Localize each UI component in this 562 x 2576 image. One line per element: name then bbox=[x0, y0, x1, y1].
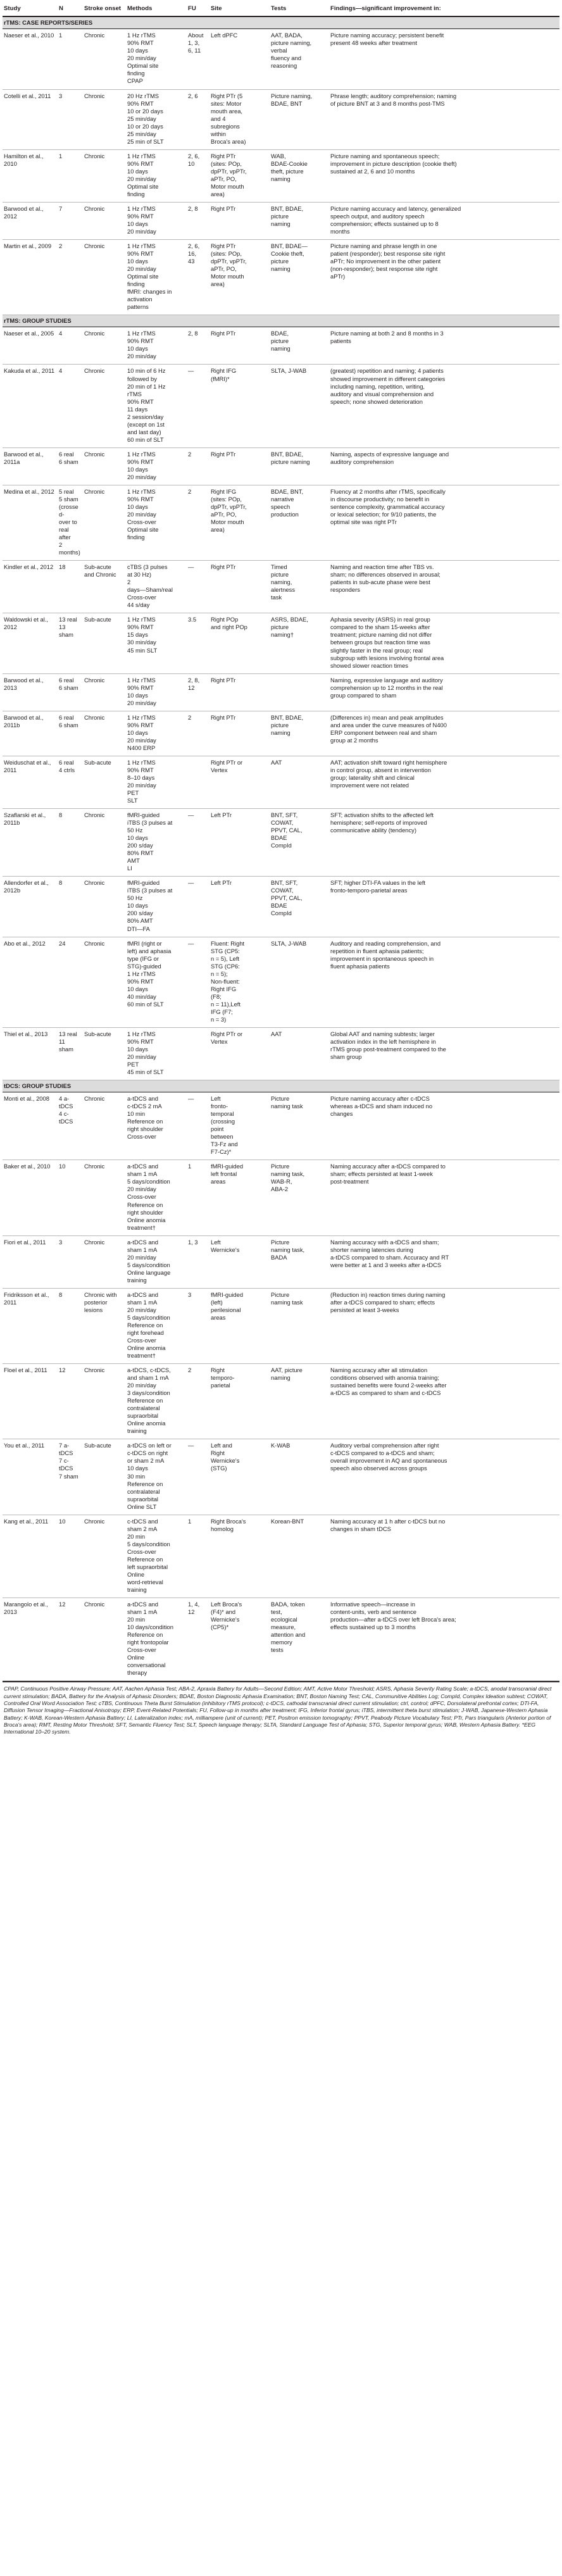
column-header-study: Study bbox=[3, 3, 58, 16]
table-row bbox=[3, 613, 559, 673]
cell-findings: AAT; activation shift toward right hemisphere in control group, absent in intervention group; laterality shift and clinical improvement were not related bbox=[329, 756, 559, 808]
cell-stroke-onset: Chronic bbox=[83, 1364, 126, 1439]
table-body bbox=[3, 16, 559, 1681]
cell-site: Right PTr bbox=[209, 447, 270, 485]
cell-site: Left PTr bbox=[209, 877, 270, 937]
cell-tests: ASRS, BDAE, picture naming† bbox=[270, 613, 329, 673]
table-row bbox=[3, 327, 559, 365]
cell-site: Left fronto- temporal (crossing point between T3-Fz and F7-Cz)* bbox=[209, 1092, 270, 1160]
section-header-row bbox=[3, 16, 559, 29]
cell-tests: Timed picture naming, alertness task bbox=[270, 561, 329, 613]
cell-methods: 1 Hz rTMS 90% RMT 10 days 20 min/day Optimal site finding bbox=[126, 149, 187, 202]
cell-study: Hamilton et al., 2010 bbox=[3, 149, 58, 202]
cell-site: Right PTr bbox=[209, 711, 270, 756]
cell-study: Kang et al., 2011 bbox=[3, 1515, 58, 1597]
cell-fu: — bbox=[187, 937, 209, 1027]
studies-table bbox=[3, 3, 559, 1681]
cell-findings: Naming accuracy after a-tDCS compared to sham; effects persisted at least 1-week post-treatment bbox=[329, 1160, 559, 1235]
cell-study: Cotelli et al., 2011 bbox=[3, 89, 58, 149]
section-header-row bbox=[3, 1080, 559, 1092]
cell-stroke-onset: Chronic bbox=[83, 1597, 126, 1680]
table-row bbox=[3, 89, 559, 149]
cell-n: 12 bbox=[58, 1597, 83, 1680]
cell-n: 12 bbox=[58, 1364, 83, 1439]
cell-tests: BADA, token test, ecological measure, attention and memory tests bbox=[270, 1597, 329, 1680]
table-row bbox=[3, 809, 559, 877]
column-header-methods: Methods bbox=[126, 3, 187, 16]
cell-stroke-onset: Chronic bbox=[83, 711, 126, 756]
cell-methods: a-tDCS and sham 1 mA 20 min/day 5 days/condition Reference on right forehead Cross-over Online anomia treatment† bbox=[126, 1288, 187, 1363]
cell-fu: 2, 8, 12 bbox=[187, 673, 209, 711]
cell-site: Right Broca's homolog bbox=[209, 1515, 270, 1597]
cell-study: Martin et al., 2009 bbox=[3, 240, 58, 315]
cell-findings: Fluency at 2 months after rTMS, specifically in discourse productivity; no benefit in sentence complexity, grammatical accuracy or lexical selection; for 9/10 patients, the optimal site was right PTr bbox=[329, 485, 559, 560]
cell-site: Left Wernicke's bbox=[209, 1235, 270, 1288]
cell-fu bbox=[187, 1027, 209, 1080]
cell-n: 8 bbox=[58, 877, 83, 937]
table-row bbox=[3, 29, 559, 89]
cell-findings: Naming accuracy with a-tDCS and sham; shorter naming latencies during a-tDCS compared to sham. Accuracy and RT were better at 1 and 3 weeks after a-tDCS bbox=[329, 1235, 559, 1288]
cell-fu: 2, 6, 16, 43 bbox=[187, 240, 209, 315]
cell-fu: 3 bbox=[187, 1288, 209, 1363]
cell-fu: 2 bbox=[187, 447, 209, 485]
cell-study: Floel et al., 2011 bbox=[3, 1364, 58, 1439]
cell-n: 3 bbox=[58, 1235, 83, 1288]
document-table-wrapper bbox=[3, 0, 559, 1739]
cell-n: 10 bbox=[58, 1515, 83, 1597]
cell-fu: — bbox=[187, 561, 209, 613]
cell-tests: BNT, SFT, COWAT, PPVT, CAL, BDAE CompId bbox=[270, 809, 329, 877]
cell-findings: Picture naming accuracy and latency, generalized speech output, and auditory speech comprehension; effects sustained up to 8 months bbox=[329, 202, 559, 239]
cell-findings: (Differences in) mean and peak amplitudes and area under the curve measures of N400 ERP component between real and sham group at 2 months bbox=[329, 711, 559, 756]
cell-stroke-onset: Chronic bbox=[83, 1092, 126, 1160]
cell-n: 7 bbox=[58, 202, 83, 239]
cell-site: Right IFG (fMRI)* bbox=[209, 365, 270, 447]
cell-study: Waldowski et al., 2012 bbox=[3, 613, 58, 673]
table-row bbox=[3, 365, 559, 447]
cell-methods: 1 Hz rTMS 90% RMT 10 days 20 min/day Optimal site finding CPAP bbox=[126, 29, 187, 89]
cell-n: 4 bbox=[58, 327, 83, 365]
table-row bbox=[3, 202, 559, 239]
cell-n: 18 bbox=[58, 561, 83, 613]
cell-fu: — bbox=[187, 809, 209, 877]
cell-site: Left and Right Wernicke's (STG) bbox=[209, 1439, 270, 1515]
cell-study: Fridriksson et al., 2011 bbox=[3, 1288, 58, 1363]
table-footnote: CPAP, Continuous Positive Airway Pressure; AAT, Aachen Aphasia Test; ABA-2, Apraxia Battery for Adults—Second Edition; AMT, Active Motor Threshold; ASRS, Aphasia Severity Rating Scale; a-tDCS, anodal transcranial direct current stimulation; BADA, Battery for the Analysis of Aphasic Disorders; BDAE, Boston Diagnostic Aphasia Examination; BNT, Boston Naming Test; CAL, Communitive Abilities Log; CompId, Complex Ideation subtest; COWAT, Controlled Oral Word Association Test; cTBS, Continuous Theta Burst Stimulation (inhibitory rTMS protocol); c-tDCS, cathodal transcranial direct current stimulation; ctrl, control; dPFC, Dorsolateral prefrontal cortex; DTI-FA, Diffusion Tensor Imaging—Fractional Anisotropy; ERP, Event-Related Potentials; FU, Follow-up in months after treatment; IFG, Inferior frontal gyrus; iTBS, intermittent theta burst stimulation; J-WAB, Japanese-Western Aphasia Battery; K-WAB, Korean-Western Aphasia Battery; LI, Lateralization index; mA, milliampere (unit of current); PET, Positron emission tomography; PPVT, Peabody Picture Vocabulary Test; PTr, Pars triangularis (Anterior portion of Broca's area); RMT, Resting Motor Threshold; SFT, Semantic Fluency Test; SLT, Speech language therapy; SLTA, Standard Language Test of Aphasia; STG, Superior temporal gyrus; WAB, Western Aphasia Battery. *EEG International 10–20 system. bbox=[3, 1681, 559, 1738]
cell-tests bbox=[270, 673, 329, 711]
table-row bbox=[3, 1027, 559, 1080]
table-row bbox=[3, 561, 559, 613]
cell-site: Right PTr bbox=[209, 327, 270, 365]
cell-stroke-onset: Sub-acute bbox=[83, 1439, 126, 1515]
cell-tests: AAT bbox=[270, 1027, 329, 1080]
cell-study: Barwood et al., 2011a bbox=[3, 447, 58, 485]
cell-n: 6 real 6 sham bbox=[58, 447, 83, 485]
cell-methods: a-tDCS and c-tDCS 2 mA 10 min Reference on right shoulder Cross-over bbox=[126, 1092, 187, 1160]
cell-n: 13 real 11 sham bbox=[58, 1027, 83, 1080]
cell-findings: Naming and reaction time after TBS vs. sham; no differences observed in arousal; patients in sub-acute phase were best responders bbox=[329, 561, 559, 613]
cell-study: Kindler et al., 2012 bbox=[3, 561, 58, 613]
table-row bbox=[3, 1515, 559, 1597]
cell-study: Naeser et al., 2010 bbox=[3, 29, 58, 89]
cell-findings: (greatest) repetition and naming; 4 patients showed improvement in different categories including naming, repetition, writing, auditory and visual comprehension and speech; none showed deterioration bbox=[329, 365, 559, 447]
cell-study: Marangolo et al., 2013 bbox=[3, 1597, 58, 1680]
cell-site: Right POp and right POp bbox=[209, 613, 270, 673]
cell-stroke-onset: Chronic bbox=[83, 29, 126, 89]
cell-tests: BDAE, picture naming bbox=[270, 327, 329, 365]
cell-tests: SLTA, J-WAB bbox=[270, 365, 329, 447]
cell-fu: 2 bbox=[187, 485, 209, 560]
cell-methods: 1 Hz rTMS 90% RMT 10 days 20 min/day bbox=[126, 327, 187, 365]
cell-fu: 2 bbox=[187, 711, 209, 756]
cell-findings: Naming accuracy at 1 h after c-tDCS but no changes in sham tDCS bbox=[329, 1515, 559, 1597]
cell-stroke-onset: Chronic bbox=[83, 89, 126, 149]
cell-findings: Informative speech—increase in content-units, verb and sentence production—after a-tDCS over left Broca's area; effects sustained up to 3 months bbox=[329, 1597, 559, 1680]
cell-tests: BNT, SFT, COWAT, PPVT, CAL, BDAE CompId bbox=[270, 877, 329, 937]
cell-study: Abo et al., 2012 bbox=[3, 937, 58, 1027]
cell-study: Weiduschat et al., 2011 bbox=[3, 756, 58, 808]
cell-findings: Naming accuracy after all stimulation conditions observed with anomia training; sustained benefits were found 2-weeks after a-tDCS as compared to sham and c-tDCS bbox=[329, 1364, 559, 1439]
section-title: rTMS: CASE REPORTS/SERIES bbox=[3, 16, 559, 29]
cell-methods: 1 Hz rTMS 90% RMT 10 days 20 min/day bbox=[126, 447, 187, 485]
cell-tests: Korean-BNT bbox=[270, 1515, 329, 1597]
section-title: tDCS: GROUP STUDIES bbox=[3, 1080, 559, 1092]
cell-methods: a-tDCS and sham 1 mA 5 days/condition 20 min/day Cross-over Reference on right shoulder Online anomia treatment† bbox=[126, 1160, 187, 1235]
cell-tests: BNT, BDAE, picture naming bbox=[270, 447, 329, 485]
cell-fu: 2, 8 bbox=[187, 202, 209, 239]
cell-n: 2 bbox=[58, 240, 83, 315]
cell-study: Baker et al., 2010 bbox=[3, 1160, 58, 1235]
cell-tests: WAB, BDAE-Cookie theft, picture naming bbox=[270, 149, 329, 202]
cell-site: Right IFG (sites: POp, dpPTr, vpPTr, aPTr, PO, Motor mouth area) bbox=[209, 485, 270, 560]
cell-study: Monti et al., 2008 bbox=[3, 1092, 58, 1160]
cell-site: Fluent: Right STG (CP5: n = 5), Left STG (CP6: n = 5); Non-fluent: Right IFG (F8; n = 11),Left IFG (F7; n = 3) bbox=[209, 937, 270, 1027]
table-row bbox=[3, 149, 559, 202]
cell-fu: 1 bbox=[187, 1160, 209, 1235]
cell-study: Thiel et al., 2013 bbox=[3, 1027, 58, 1080]
cell-stroke-onset: Chronic bbox=[83, 1515, 126, 1597]
section-header-row bbox=[3, 315, 559, 327]
cell-tests: SLTA, J-WAB bbox=[270, 937, 329, 1027]
cell-findings: Picture naming and spontaneous speech; improvement in picture description (cookie theft) sustained at 2, 6 and 10 months bbox=[329, 149, 559, 202]
cell-fu: 1 bbox=[187, 1515, 209, 1597]
column-header-n: N bbox=[58, 3, 83, 16]
cell-fu: 2 bbox=[187, 1364, 209, 1439]
cell-methods: 10 min of 6 Hz followed by 20 min of 1 Hz rTMS 90% RMT 11 days 2 session/day (except on 1st and last day) 60 min of SLT bbox=[126, 365, 187, 447]
cell-findings: Picture naming accuracy; persistent benefit present 48 weeks after treatment bbox=[329, 29, 559, 89]
cell-methods: fMRI-guided iTBS (3 pulses at 50 Hz 10 days 200 s/day 80% AMT DTI—FA bbox=[126, 877, 187, 937]
column-header-tests: Tests bbox=[270, 3, 329, 16]
cell-study: Kakuda et al., 2011 bbox=[3, 365, 58, 447]
cell-tests: AAT bbox=[270, 756, 329, 808]
cell-methods: cTBS (3 pulses at 30 Hz) 2 days—Sham/real Cross-over 44 s/day bbox=[126, 561, 187, 613]
cell-stroke-onset: Sub-acute bbox=[83, 1027, 126, 1080]
cell-fu: About 1, 3, 6, 11 bbox=[187, 29, 209, 89]
cell-site: Right PTr (sites: POp, dpPTr, vpPTr, aPTr, PO, Motor mouth area) bbox=[209, 149, 270, 202]
cell-fu: — bbox=[187, 365, 209, 447]
cell-stroke-onset: Chronic bbox=[83, 1160, 126, 1235]
cell-site: fMRI-guided left frontal areas bbox=[209, 1160, 270, 1235]
cell-methods: fMRI-guided iTBS (3 pulses at 50 Hz 10 days 200 s/day 80% RMT AMT LI bbox=[126, 809, 187, 877]
column-header-fu: FU bbox=[187, 3, 209, 16]
table-row bbox=[3, 447, 559, 485]
cell-site: Left Broca's (F4)* and Wernicke's (CP5)* bbox=[209, 1597, 270, 1680]
cell-fu: — bbox=[187, 1092, 209, 1160]
table-row bbox=[3, 1597, 559, 1680]
table-row bbox=[3, 1160, 559, 1235]
cell-n: 1 bbox=[58, 149, 83, 202]
cell-methods: a-tDCS, c-tDCS, and sham 1 mA 20 min/day 3 days/condition Reference on contralateral supraorbital Online anomia training bbox=[126, 1364, 187, 1439]
cell-tests: BDAE, BNT, narrative speech production bbox=[270, 485, 329, 560]
cell-n: 8 bbox=[58, 809, 83, 877]
cell-findings: Global AAT and naming subtests; larger activation index in the left hemisphere in rTMS group post-treatment compared to the sham group bbox=[329, 1027, 559, 1080]
cell-methods: a-tDCS and sham 1 mA 20 min/day 5 days/condition Online language training bbox=[126, 1235, 187, 1288]
cell-site: fMRI-guided (left) perilesional areas bbox=[209, 1288, 270, 1363]
cell-findings: SFT; activation shifts to the affected left hemisphere; self-reports of improved communicative ability (tendency) bbox=[329, 809, 559, 877]
cell-stroke-onset: Chronic bbox=[83, 149, 126, 202]
cell-findings: SFT; higher DTI-FA values in the left fronto-temporo-parietal areas bbox=[329, 877, 559, 937]
cell-tests: Picture naming task, WAB-R, ABA-2 bbox=[270, 1160, 329, 1235]
cell-n: 13 real 13 sham bbox=[58, 613, 83, 673]
column-header-stroke-onset: Stroke onset bbox=[83, 3, 126, 16]
cell-study: Barwood et al., 2013 bbox=[3, 673, 58, 711]
table-row bbox=[3, 937, 559, 1027]
cell-site: Right temporo- parietal bbox=[209, 1364, 270, 1439]
cell-methods: 1 Hz rTMS 90% RMT 10 days 20 min/day N400 ERP bbox=[126, 711, 187, 756]
cell-findings: (Reduction in) reaction times during naming after a-tDCS compared to sham; effects persisted at least 3-weeks bbox=[329, 1288, 559, 1363]
cell-findings: Picture naming accuracy after c-tDCS whereas a-tDCS and sham induced no changes bbox=[329, 1092, 559, 1160]
cell-methods: a-tDCS and sham 1 mA 20 min 10 days/condition Reference on right frontopolar Cross-over Online conversational therapy bbox=[126, 1597, 187, 1680]
cell-fu: 2, 6 bbox=[187, 89, 209, 149]
cell-findings: Naming, aspects of expressive language and auditory comprehension bbox=[329, 447, 559, 485]
cell-methods: c-tDCS and sham 2 mA 20 min 5 days/condition Cross-over Reference on left supraorbital Online word-retrieval training bbox=[126, 1515, 187, 1597]
cell-fu: 1, 4, 12 bbox=[187, 1597, 209, 1680]
column-header-site: Site bbox=[209, 3, 270, 16]
cell-fu: 2, 6, 10 bbox=[187, 149, 209, 202]
table-row bbox=[3, 485, 559, 560]
cell-fu: 1, 3 bbox=[187, 1235, 209, 1288]
cell-stroke-onset: Chronic bbox=[83, 809, 126, 877]
cell-n: 1 bbox=[58, 29, 83, 89]
cell-tests: AAT, BADA, picture naming, verbal fluency and reasoning bbox=[270, 29, 329, 89]
cell-stroke-onset: Chronic bbox=[83, 1235, 126, 1288]
cell-n: 6 real 6 sham bbox=[58, 711, 83, 756]
cell-tests: Picture naming task, BADA bbox=[270, 1235, 329, 1288]
cell-tests: Picture naming task bbox=[270, 1288, 329, 1363]
cell-n: 8 bbox=[58, 1288, 83, 1363]
cell-site: Right PTr bbox=[209, 673, 270, 711]
cell-n: 3 bbox=[58, 89, 83, 149]
column-header-findings: Findings—significant improvement in: bbox=[329, 3, 559, 16]
cell-findings: Naming, expressive language and auditory comprehension up to 12 months in the real group compared to sham bbox=[329, 673, 559, 711]
cell-stroke-onset: Chronic bbox=[83, 673, 126, 711]
table-row bbox=[3, 1364, 559, 1439]
cell-methods: 1 Hz rTMS 90% RMT 10 days 20 min/day Cross-over Optimal site finding bbox=[126, 485, 187, 560]
cell-fu: 3.5 bbox=[187, 613, 209, 673]
cell-stroke-onset: Chronic bbox=[83, 937, 126, 1027]
cell-study: You et al., 2011 bbox=[3, 1439, 58, 1515]
cell-fu: — bbox=[187, 877, 209, 937]
cell-methods: fMRI (right or left) and aphasia type (IFG or STG)-guided 1 Hz rTMS 90% RMT 10 days 40 min/day 60 min of SLT bbox=[126, 937, 187, 1027]
cell-site: Left PTr bbox=[209, 809, 270, 877]
cell-stroke-onset: Chronic bbox=[83, 365, 126, 447]
cell-n: 7 a-tDCS 7 c-tDCS 7 sham bbox=[58, 1439, 83, 1515]
cell-stroke-onset: Sub-acute and Chronic bbox=[83, 561, 126, 613]
cell-fu bbox=[187, 756, 209, 808]
cell-n: 4 bbox=[58, 365, 83, 447]
cell-findings: Auditory and reading comprehension, and repetition in fluent aphasia patients; improvement in spontaneous speech in fluent aphasia patients bbox=[329, 937, 559, 1027]
cell-study: Barwood et al., 2011b bbox=[3, 711, 58, 756]
cell-methods: 1 Hz rTMS 90% RMT 10 days 20 min/day bbox=[126, 673, 187, 711]
cell-stroke-onset: Sub-acute bbox=[83, 613, 126, 673]
cell-site: Right PTr (5 sites: Motor mouth area, and 4 subregions within Broca's area) bbox=[209, 89, 270, 149]
cell-findings: Auditory verbal comprehension after right c-tDCS compared to a-tDCS and sham; overall improvement in AQ and spontaneous speech also observed across groups bbox=[329, 1439, 559, 1515]
cell-stroke-onset: Sub-acute bbox=[83, 756, 126, 808]
cell-stroke-onset: Chronic bbox=[83, 877, 126, 937]
cell-methods: 1 Hz rTMS 90% RMT 10 days 20 min/day Optimal site finding fMRI: changes in activation patterns bbox=[126, 240, 187, 315]
cell-tests: K-WAB bbox=[270, 1439, 329, 1515]
cell-study: Fiori et al., 2011 bbox=[3, 1235, 58, 1288]
cell-methods: 1 Hz rTMS 90% RMT 10 days 20 min/day bbox=[126, 202, 187, 239]
cell-study: Medina et al., 2012 bbox=[3, 485, 58, 560]
cell-methods: 1 Hz rTMS 90% RMT 10 days 20 min/day PET 45 min of SLT bbox=[126, 1027, 187, 1080]
cell-fu: — bbox=[187, 1439, 209, 1515]
cell-n: 24 bbox=[58, 937, 83, 1027]
section-title: rTMS: GROUP STUDIES bbox=[3, 315, 559, 327]
cell-fu: 2, 8 bbox=[187, 327, 209, 365]
cell-stroke-onset: Chronic bbox=[83, 327, 126, 365]
cell-findings: Picture naming and phrase length in one patient (responder); best response site right aPTr; No improvement in the other patient (non-responder); best response site right aPTr) bbox=[329, 240, 559, 315]
table-row bbox=[3, 711, 559, 756]
cell-methods: 20 Hz rTMS 90% RMT 10 or 20 days 25 min/day 10 or 20 days 25 min/day 25 min of SLT bbox=[126, 89, 187, 149]
table-row bbox=[3, 877, 559, 937]
cell-site: Left dPFC bbox=[209, 29, 270, 89]
table-row bbox=[3, 673, 559, 711]
cell-n: 4 a-tDCS 4 c-tDCS bbox=[58, 1092, 83, 1160]
cell-stroke-onset: Chronic bbox=[83, 447, 126, 485]
cell-n: 5 real 5 sham (crossed- over to real after 2 months) bbox=[58, 485, 83, 560]
cell-methods: 1 Hz rTMS 90% RMT 8–10 days 20 min/day PET SLT bbox=[126, 756, 187, 808]
cell-tests: Picture naming, BDAE, BNT bbox=[270, 89, 329, 149]
cell-tests: AAT, picture naming bbox=[270, 1364, 329, 1439]
cell-site: Right PTr or Vertex bbox=[209, 756, 270, 808]
cell-stroke-onset: Chronic with posterior lesions bbox=[83, 1288, 126, 1363]
cell-study: Allendorfer et al., 2012b bbox=[3, 877, 58, 937]
cell-stroke-onset: Chronic bbox=[83, 240, 126, 315]
cell-site: Right PTr bbox=[209, 202, 270, 239]
table-row bbox=[3, 240, 559, 315]
cell-site: Right PTr or Vertex bbox=[209, 1027, 270, 1080]
table-row bbox=[3, 756, 559, 808]
table-header-row bbox=[3, 3, 559, 16]
cell-tests: BNT, BDAE— Cookie theft, picture naming bbox=[270, 240, 329, 315]
table-row bbox=[3, 1288, 559, 1363]
cell-stroke-onset: Chronic bbox=[83, 485, 126, 560]
cell-findings: Phrase length; auditory comprehension; naming of picture BNT at 3 and 8 months post-TMS bbox=[329, 89, 559, 149]
cell-n: 6 real 6 sham bbox=[58, 673, 83, 711]
cell-study: Barwood et al., 2012 bbox=[3, 202, 58, 239]
cell-tests: Picture naming task bbox=[270, 1092, 329, 1160]
cell-methods: a-tDCS on left or c-tDCS on right or sham 2 mA 10 days 30 min Reference on contralateral supraorbital Online SLT bbox=[126, 1439, 187, 1515]
cell-study: Naeser et al., 2005 bbox=[3, 327, 58, 365]
cell-study: Szaflarski et al., 2011b bbox=[3, 809, 58, 877]
cell-n: 10 bbox=[58, 1160, 83, 1235]
cell-tests: BNT, BDAE, picture naming bbox=[270, 202, 329, 239]
table-row bbox=[3, 1092, 559, 1160]
cell-findings: Picture naming at both 2 and 8 months in 3 patients bbox=[329, 327, 559, 365]
cell-stroke-onset: Chronic bbox=[83, 202, 126, 239]
cell-site: Right PTr bbox=[209, 561, 270, 613]
table-row bbox=[3, 1235, 559, 1288]
cell-findings: Aphasia severity (ASRS) in real group compared to the sham 15-weeks after treatment; picture naming did not differ between groups but reaction time was slightly faster in the real group; real subgroup with lesions involving frontal area showed slower reaction times bbox=[329, 613, 559, 673]
cell-methods: 1 Hz rTMS 90% RMT 15 days 30 min/day 45 min SLT bbox=[126, 613, 187, 673]
cell-site: Right PTr (sites: POp, dpPTr, vpPTr, aPTr, PO, Motor mouth area) bbox=[209, 240, 270, 315]
cell-tests: BNT, BDAE, picture naming bbox=[270, 711, 329, 756]
cell-n: 6 real 4 ctrls bbox=[58, 756, 83, 808]
table-row bbox=[3, 1439, 559, 1515]
